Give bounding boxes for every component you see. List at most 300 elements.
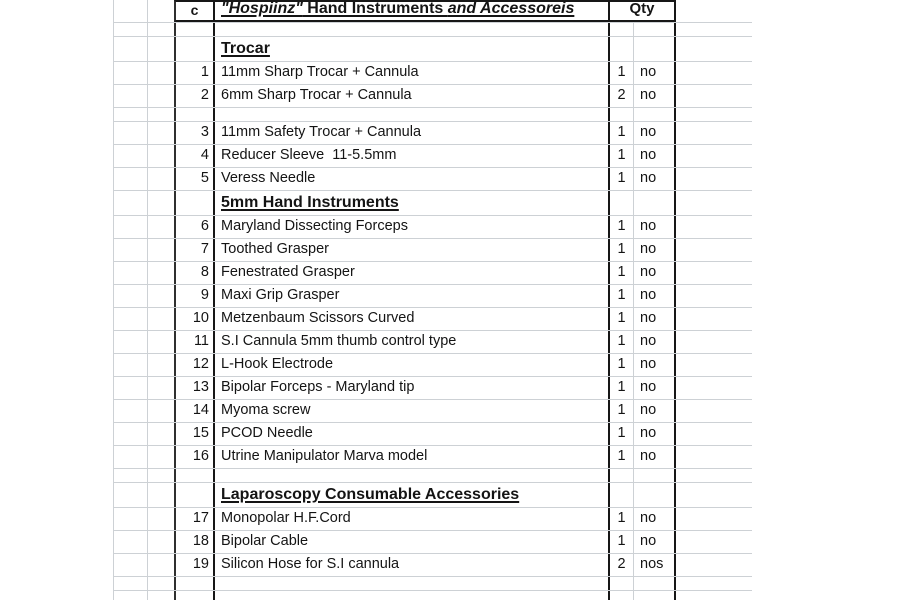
grid-extension-cell [676, 0, 752, 22]
table-row [113, 331, 752, 354]
description-cell[interactable] [215, 62, 610, 84]
grid-extension-cell [676, 216, 752, 238]
unit-cell[interactable] [634, 577, 676, 590]
description-cell[interactable] [215, 531, 610, 553]
margin-cell [113, 37, 147, 61]
qty-value: 1 [617, 510, 626, 527]
grid-extension-cell [676, 122, 752, 144]
description-cell[interactable] [215, 400, 610, 422]
table-row [113, 168, 752, 191]
grid-extension-cell [676, 168, 752, 190]
margin-cell [147, 331, 174, 353]
qty-value-cell[interactable] [610, 446, 634, 468]
description-cell[interactable] [215, 308, 610, 330]
margin-cell [147, 554, 174, 576]
title-brand: "Hospiinz" [221, 0, 303, 17]
unit-cell[interactable] [634, 216, 676, 238]
description-cell[interactable] [215, 145, 610, 167]
qty-value-cell[interactable] [610, 145, 634, 167]
unit-cell[interactable] [634, 191, 676, 215]
unit-cell[interactable] [634, 145, 676, 167]
qty-value: 1 [617, 533, 626, 550]
row-number-cell[interactable] [174, 191, 215, 215]
table-row [113, 400, 752, 423]
margin-cell [113, 308, 147, 330]
margin-cell [113, 85, 147, 107]
qty-value-cell[interactable] [610, 191, 634, 215]
description-cell[interactable] [215, 591, 610, 600]
grid-extension-cell [676, 145, 752, 167]
margin-cell [113, 483, 147, 507]
qty-value-cell[interactable] [610, 285, 634, 307]
table-row [113, 216, 752, 239]
description-cell[interactable] [215, 239, 610, 261]
item-description: Silicon Hose for S.I cannula [221, 556, 400, 573]
row-number-cell[interactable] [174, 531, 215, 553]
row-number-cell[interactable] [174, 354, 215, 376]
table-row [113, 423, 752, 446]
margin-cell [147, 62, 174, 84]
description-cell[interactable] [215, 85, 610, 107]
unit-cell[interactable] [634, 591, 676, 600]
unit-value: no [640, 333, 657, 350]
unit-value: no [640, 379, 657, 396]
unit-cell[interactable] [634, 377, 676, 399]
row-number-cell[interactable] [174, 62, 215, 84]
grid-extension-cell [676, 483, 752, 507]
margin-cell [147, 577, 174, 590]
qty-value-cell[interactable] [610, 37, 634, 61]
row-number-cell[interactable] [174, 508, 215, 530]
grid-extension-cell [676, 23, 752, 36]
margin-cell [147, 37, 174, 61]
blank-row [113, 108, 752, 122]
margin-cell [147, 145, 174, 167]
margin-cell [147, 354, 174, 376]
table-row [113, 308, 752, 331]
description-cell[interactable] [215, 216, 610, 238]
margin-cell [147, 216, 174, 238]
unit-cell[interactable] [634, 62, 676, 84]
header-row [113, 0, 752, 23]
item-description: Reducer Sleeve 11-5.5mm [221, 147, 397, 164]
qty-value-cell[interactable] [610, 531, 634, 553]
grid-extension-cell [676, 108, 752, 121]
row-number: 2 [200, 87, 209, 104]
qty-value-cell[interactable] [610, 122, 634, 144]
table-row [113, 446, 752, 469]
blank-row [113, 23, 752, 37]
grid-extension-cell [676, 308, 752, 330]
unit-cell[interactable] [634, 37, 676, 61]
title-cell[interactable] [215, 0, 610, 22]
unit-cell[interactable] [634, 554, 676, 576]
row-number: 5 [200, 170, 209, 187]
row-number-cell[interactable] [174, 122, 215, 144]
row-number: 13 [192, 379, 209, 396]
qty-value: 1 [617, 241, 626, 258]
row-number-cell[interactable] [174, 554, 215, 576]
section-title: Laparoscopy Consumable Accessories [221, 486, 520, 503]
margin-cell [113, 122, 147, 144]
table-row [113, 531, 752, 554]
row-number-cell[interactable] [174, 577, 215, 590]
grid-extension-cell [676, 37, 752, 61]
margin-cell [147, 122, 174, 144]
row-number: 18 [192, 533, 209, 550]
row-number-cell[interactable] [174, 239, 215, 261]
unit-cell[interactable] [634, 469, 676, 482]
row-number-cell[interactable] [174, 377, 215, 399]
rows-host [113, 23, 752, 600]
qty-value: 1 [617, 264, 626, 281]
qty-value-cell[interactable] [610, 85, 634, 107]
unit-value: no [640, 287, 657, 304]
description-cell[interactable] [215, 108, 610, 121]
row-number: 17 [192, 510, 209, 527]
grid-extension-cell [676, 285, 752, 307]
table-row [113, 85, 752, 108]
grid-extension-cell [676, 354, 752, 376]
description-cell[interactable] [215, 122, 610, 144]
margin-cell [147, 191, 174, 215]
row-number: 19 [192, 556, 209, 573]
description-cell[interactable] [215, 23, 610, 36]
margin-cell [113, 62, 147, 84]
qty-value: 2 [617, 87, 626, 104]
qty-value-cell[interactable] [610, 23, 634, 36]
unit-cell[interactable] [634, 508, 676, 530]
margin-cell [113, 531, 147, 553]
description-cell[interactable] [215, 331, 610, 353]
margin-cell [113, 262, 147, 284]
description-cell[interactable] [215, 446, 610, 468]
item-description: 11mm Sharp Trocar + Cannula [221, 64, 419, 81]
item-description: Bipolar Cable [221, 533, 309, 550]
margin-cell [147, 262, 174, 284]
qty-value: 1 [617, 379, 626, 396]
qty-value-cell[interactable] [610, 62, 634, 84]
margin-cell [113, 285, 147, 307]
qty-value: 1 [617, 170, 626, 187]
margin-cell [113, 354, 147, 376]
margin-cell [113, 446, 147, 468]
item-description: Maryland Dissecting Forceps [221, 218, 408, 235]
unit-cell[interactable] [634, 446, 676, 468]
item-description: Myoma screw [221, 402, 311, 419]
unit-value: no [640, 170, 657, 187]
table-row [113, 354, 752, 377]
margin-cell [113, 554, 147, 576]
qty-value-cell[interactable] [610, 483, 634, 507]
row-number-cell[interactable] [174, 423, 215, 445]
section-title: Trocar [221, 40, 270, 57]
row-number-cell[interactable] [174, 85, 215, 107]
table-row [113, 145, 752, 168]
row-number: 3 [200, 124, 209, 141]
margin-cell [113, 191, 147, 215]
row-number-cell[interactable] [174, 469, 215, 482]
margin-cell [113, 423, 147, 445]
margin-cell [147, 531, 174, 553]
qty-value: 1 [617, 124, 626, 141]
description-cell[interactable] [215, 262, 610, 284]
margin-cell [147, 423, 174, 445]
qty-value: 1 [617, 218, 626, 235]
qty-value-cell[interactable] [610, 377, 634, 399]
unit-cell[interactable] [634, 285, 676, 307]
row-number: 7 [200, 241, 209, 258]
margin-cell [113, 0, 147, 22]
margin-cell [113, 108, 147, 121]
row-number-cell[interactable] [174, 446, 215, 468]
qty-value-cell[interactable] [610, 331, 634, 353]
unit-cell[interactable] [634, 423, 676, 445]
description-cell[interactable] [215, 577, 610, 590]
margin-cell [113, 377, 147, 399]
qty-value: 2 [617, 556, 626, 573]
row-number-cell[interactable] [174, 216, 215, 238]
grid-extension-cell [676, 62, 752, 84]
description-cell[interactable] [215, 191, 610, 215]
row-number-cell[interactable] [174, 37, 215, 61]
row-number-cell[interactable] [174, 23, 215, 36]
grid-extension-cell [676, 400, 752, 422]
unit-cell[interactable] [634, 400, 676, 422]
unit-cell[interactable] [634, 331, 676, 353]
unit-value: no [640, 241, 657, 258]
unit-cell[interactable] [634, 483, 676, 507]
margin-cell [147, 168, 174, 190]
table-row [113, 239, 752, 262]
table-row [113, 554, 752, 577]
description-cell[interactable] [215, 508, 610, 530]
description-cell[interactable] [215, 285, 610, 307]
margin-cell [113, 508, 147, 530]
qty-value-cell[interactable] [610, 577, 634, 590]
unit-value: no [640, 310, 657, 327]
item-description: Fenestrated Grasper [221, 264, 355, 281]
row-number-cell[interactable] [174, 308, 215, 330]
item-description: 6mm Sharp Trocar + Cannula [221, 87, 412, 104]
section-title: 5mm Hand Instruments [221, 194, 399, 211]
qty-value: 1 [617, 448, 626, 465]
qty-value: 1 [617, 425, 626, 442]
margin-cell [113, 239, 147, 261]
row-number: 1 [200, 64, 209, 81]
row-number: 15 [192, 425, 209, 442]
grid-extension-cell [676, 508, 752, 530]
margin-cell [113, 23, 147, 36]
unit-value: nos [640, 556, 664, 573]
table-row [113, 377, 752, 400]
margin-cell [147, 377, 174, 399]
grid-extension-cell [676, 191, 752, 215]
margin-cell [147, 285, 174, 307]
blank-row [113, 577, 752, 591]
row-number-cell[interactable] [174, 145, 215, 167]
description-cell[interactable] [215, 37, 610, 61]
row-number: 11 [193, 333, 209, 350]
qty-value: 1 [617, 333, 626, 350]
blank-row [113, 591, 752, 600]
title-suffix: and Accessoreis [447, 0, 575, 17]
item-description: L-Hook Electrode [221, 356, 334, 373]
description-cell[interactable] [215, 483, 610, 507]
description-cell[interactable] [215, 377, 610, 399]
margin-cell [113, 591, 147, 600]
unit-cell[interactable] [634, 85, 676, 107]
item-description: PCOD Needle [221, 425, 313, 442]
qty-header-cell[interactable] [610, 0, 676, 22]
row-number-cell[interactable] [174, 591, 215, 600]
row-number-cell[interactable] [174, 108, 215, 121]
grid-extension-cell [676, 591, 752, 600]
unit-value: no [640, 87, 657, 104]
row-number-cell[interactable] [174, 331, 215, 353]
qty-value-cell[interactable] [610, 354, 634, 376]
title-main: Hand Instruments [302, 0, 448, 17]
unit-cell[interactable] [634, 308, 676, 330]
qty-value-cell[interactable] [610, 508, 634, 530]
qty-value-cell[interactable] [610, 423, 634, 445]
margin-cell [147, 508, 174, 530]
margin-cell [147, 239, 174, 261]
unit-cell[interactable] [634, 239, 676, 261]
grid-extension-cell [676, 554, 752, 576]
unit-value: no [640, 402, 657, 419]
unit-value: no [640, 356, 657, 373]
qty-value: 1 [617, 402, 626, 419]
margin-cell [147, 469, 174, 482]
grid-extension-cell [676, 331, 752, 353]
corner-label: c [190, 2, 199, 18]
margin-cell [147, 400, 174, 422]
description-cell[interactable] [215, 168, 610, 190]
unit-value: no [640, 147, 657, 164]
item-description: Monopolar H.F.Cord [221, 510, 351, 527]
qty-header-label: Qty [629, 0, 655, 17]
unit-cell[interactable] [634, 354, 676, 376]
row-number: 8 [200, 264, 209, 281]
unit-value: no [640, 124, 657, 141]
description-cell[interactable] [215, 423, 610, 445]
qty-value-cell[interactable] [610, 469, 634, 482]
margin-cell [113, 400, 147, 422]
qty-value-cell[interactable] [610, 168, 634, 190]
margin-cell [113, 331, 147, 353]
grid-extension-cell [676, 423, 752, 445]
qty-value-cell[interactable] [610, 554, 634, 576]
grid-extension-cell [676, 85, 752, 107]
unit-value: no [640, 533, 657, 550]
row-number-cell[interactable] [174, 168, 215, 190]
unit-value: no [640, 448, 657, 465]
margin-cell [113, 168, 147, 190]
row-number-cell[interactable] [174, 262, 215, 284]
grid-extension-cell [676, 469, 752, 482]
table-row [113, 122, 752, 145]
qty-value-cell[interactable] [610, 216, 634, 238]
unit-cell[interactable] [634, 23, 676, 36]
table-row [113, 508, 752, 531]
item-description: Utrine Manipulator Marva model [221, 448, 428, 465]
margin-cell [147, 23, 174, 36]
qty-value: 1 [617, 356, 626, 373]
item-description: 11mm Safety Trocar + Cannula [221, 124, 422, 141]
item-description: Bipolar Forceps - Maryland tip [221, 379, 415, 396]
unit-cell[interactable] [634, 262, 676, 284]
unit-value: no [640, 425, 657, 442]
qty-value-cell[interactable] [610, 108, 634, 121]
qty-value-cell[interactable] [610, 400, 634, 422]
margin-cell [147, 446, 174, 468]
grid-extension-cell [676, 262, 752, 284]
margin-cell [147, 0, 174, 22]
grid-extension-cell [676, 577, 752, 590]
row-number: 6 [200, 218, 209, 235]
description-cell[interactable] [215, 354, 610, 376]
qty-value: 1 [617, 287, 626, 304]
item-description: Metzenbaum Scissors Curved [221, 310, 415, 327]
section-header-row [113, 191, 752, 216]
section-header-row [113, 483, 752, 508]
unit-cell[interactable] [634, 108, 676, 121]
row-number: 10 [192, 310, 209, 327]
grid-extension-cell [676, 239, 752, 261]
blank-row [113, 469, 752, 483]
row-number-cell[interactable] [174, 483, 215, 507]
unit-value: no [640, 264, 657, 281]
qty-value-cell[interactable] [610, 262, 634, 284]
grid-extension-cell [676, 446, 752, 468]
section-header-row [113, 37, 752, 62]
row-number-cell[interactable] [174, 285, 215, 307]
margin-cell [147, 108, 174, 121]
spreadsheet-table [113, 0, 752, 600]
qty-value-cell[interactable] [610, 239, 634, 261]
item-description: Veress Needle [221, 170, 316, 187]
row-number-cell[interactable] [174, 400, 215, 422]
unit-value: no [640, 218, 657, 235]
table-row [113, 262, 752, 285]
qty-value-cell[interactable] [610, 591, 634, 600]
corner-header-cell[interactable] [174, 0, 215, 22]
table-row [113, 285, 752, 308]
margin-cell [147, 308, 174, 330]
unit-cell[interactable] [634, 531, 676, 553]
grid-extension-cell [676, 377, 752, 399]
unit-value: no [640, 64, 657, 81]
qty-value-cell[interactable] [610, 308, 634, 330]
margin-cell [147, 591, 174, 600]
row-number: 4 [200, 147, 209, 164]
margin-cell [113, 216, 147, 238]
row-number: 16 [192, 448, 209, 465]
description-cell[interactable] [215, 554, 610, 576]
grid-extension-cell [676, 531, 752, 553]
row-number: 9 [200, 287, 209, 304]
margin-cell [113, 469, 147, 482]
description-cell[interactable] [215, 469, 610, 482]
row-number: 14 [192, 402, 209, 419]
unit-cell[interactable] [634, 122, 676, 144]
table-row [113, 62, 752, 85]
item-description: S.I Cannula 5mm thumb control type [221, 333, 457, 350]
unit-cell[interactable] [634, 168, 676, 190]
item-description: Maxi Grip Grasper [221, 287, 340, 304]
margin-cell [113, 577, 147, 590]
